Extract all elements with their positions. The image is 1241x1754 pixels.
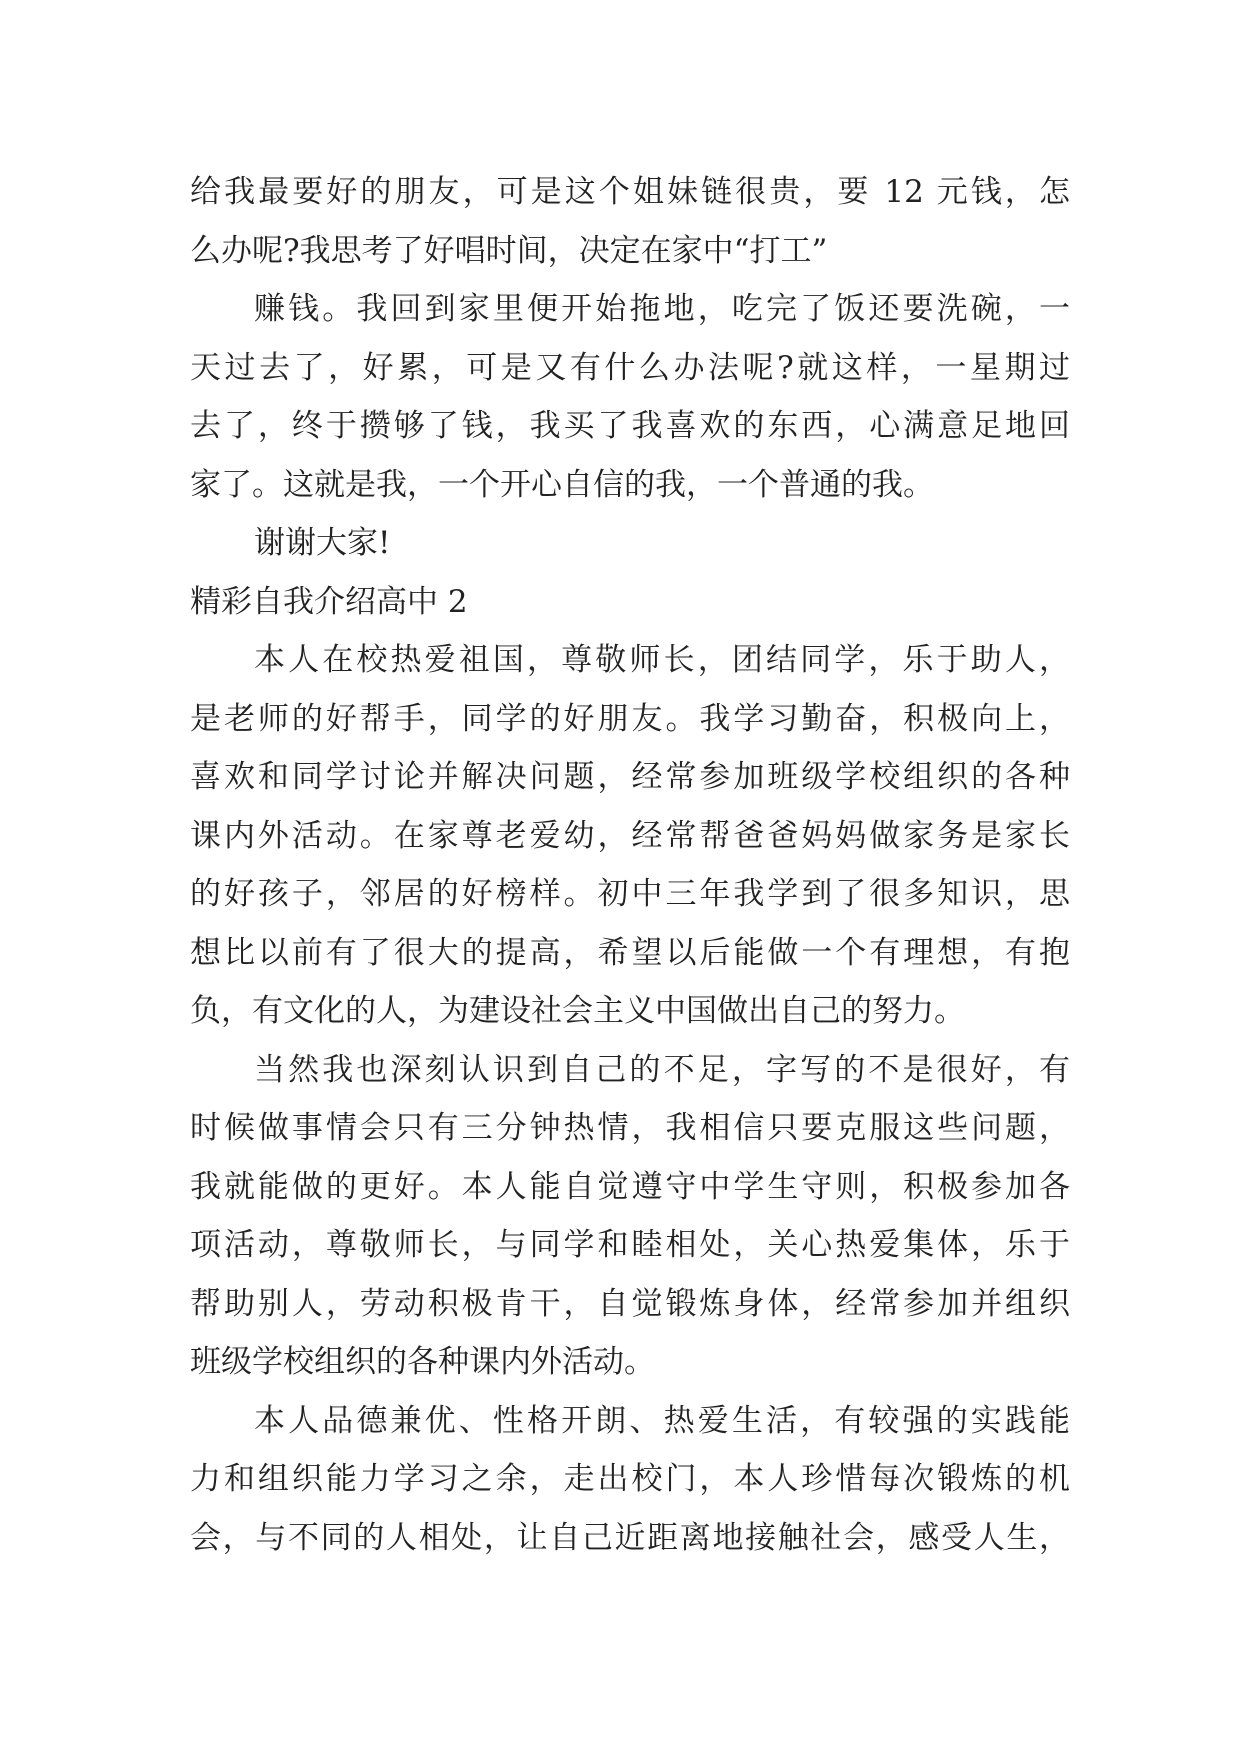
paragraph-line: 我就能做的更好。本人能自觉遵守中学生守则，积极参加各	[190, 1168, 1070, 1205]
paragraph-line: 负，有文化的人，为建设社会主义中国做出自己的努力。	[190, 993, 965, 1029]
paragraph-line: 给我最要好的朋友，可是这个姐妹链很贵，要 12 元钱，怎	[190, 174, 1070, 210]
paragraph-line: 赚钱。我回到家里便开始拖地，吃完了饭还要洗碗，一	[254, 291, 1070, 327]
paragraph-line: 时候做事情会只有三分钟热情，我相信只要克服这些问题，	[190, 1110, 1070, 1146]
paragraph-line: 么办呢?我思考了好唱时间，决定在家中“打工”	[190, 232, 828, 269]
document-body	[190, 163, 1070, 1567]
paragraph-line: 的好孩子，邻居的好榜样。初中三年我学到了很多知识，思	[190, 876, 1070, 912]
paragraph-line: 项活动，尊敬师长，与同学和睦相处，关心热爱集体，乐于	[190, 1227, 1070, 1263]
paragraph-line: 谢谢大家!	[254, 525, 391, 561]
paragraph-line: 本人在校热爱祖国，尊敬师长，团结同学，乐于助人，	[254, 642, 1070, 678]
paragraph-line: 想比以前有了很大的提高，希望以后能做一个有理想，有抱	[190, 934, 1070, 971]
paragraph-line: 去了，终于攒够了钱，我买了我喜欢的东西，心满意足地回	[190, 408, 1070, 444]
section-heading: 精彩自我介绍高中 2	[190, 583, 468, 620]
paragraph-line: 是老师的好帮手，同学的好朋友。我学习勤奋，积极向上，	[190, 700, 1070, 737]
paragraph-line: 班级学校组织的各种课内外活动。	[190, 1344, 655, 1380]
paragraph-line: 课内外活动。在家尊老爱幼，经常帮爸爸妈妈做家务是家长	[190, 817, 1070, 854]
paragraph-line: 家了。这就是我，一个开心自信的我，一个普通的我。	[190, 466, 934, 503]
paragraph-line: 帮助别人，劳动积极肯干，自觉锻炼身体，经常参加并组织	[190, 1285, 1070, 1322]
paragraph-line: 喜欢和同学讨论并解决问题，经常参加班级学校组织的各种	[190, 759, 1070, 795]
paragraph-line: 会，与不同的人相处，让自己近距离地接触社会，感受人生，	[190, 1519, 1070, 1556]
paragraph-line: 力和组织能力学习之余，走出校门，本人珍惜每次锻炼的机	[190, 1461, 1070, 1497]
paragraph-line: 天过去了，好累，可是又有什么办法呢?就这样，一星期过	[190, 349, 1070, 386]
paragraph-line: 当然我也深刻认识到自己的不足，字写的不是很好，有	[254, 1051, 1070, 1088]
paragraph-line: 本人品德兼优、性格开朗、热爱生活，有较强的实践能	[254, 1402, 1070, 1439]
